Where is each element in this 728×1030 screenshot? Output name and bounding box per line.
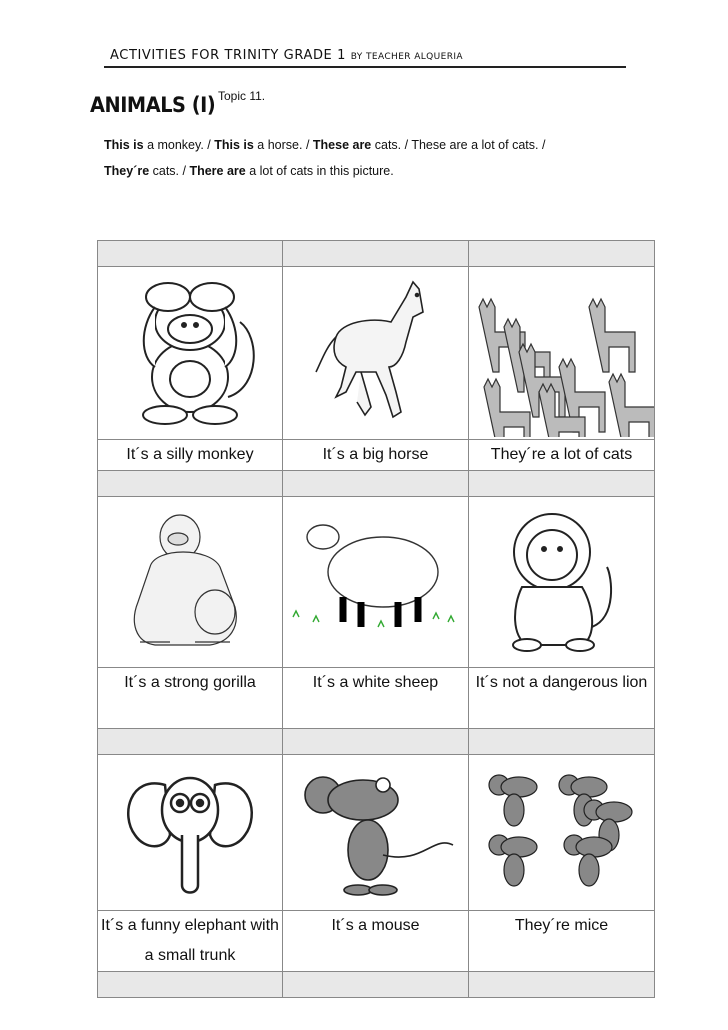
header-text bbox=[110, 48, 463, 63]
caption-monkey: It´s a silly monkey bbox=[98, 440, 283, 471]
animals-table bbox=[97, 240, 655, 998]
horse-illustration bbox=[301, 267, 451, 427]
page-title: ANIMALS (I) bbox=[90, 93, 216, 117]
cats-illustration bbox=[469, 267, 654, 437]
caption-cats: They´re a lot of cats bbox=[469, 440, 655, 471]
cats-cell bbox=[469, 267, 655, 440]
gorilla-illustration bbox=[110, 497, 270, 657]
header-author: BY TEACHER ALQUERIA bbox=[350, 52, 463, 62]
lion-illustration bbox=[482, 497, 642, 657]
caption-horse: It´s a big horse bbox=[283, 440, 469, 471]
monkey-cell bbox=[98, 267, 283, 440]
sheep-illustration bbox=[283, 497, 468, 657]
example-sentences-line2: They´re cats. / There are a lot of cats in this picture. bbox=[104, 164, 394, 178]
caption-lion: It´s not a dangerous lion bbox=[469, 668, 655, 729]
lion-cell bbox=[469, 497, 655, 668]
page-header bbox=[104, 42, 626, 68]
caption-elephant: It´s a funny elephant with a small trunk bbox=[98, 911, 283, 972]
caption-gorilla: It´s a strong gorilla bbox=[98, 668, 283, 729]
header-main-text: ACTIVITIES FOR TRINITY GRADE 1 bbox=[110, 48, 346, 63]
mice-illustration bbox=[469, 755, 654, 905]
elephant-illustration bbox=[110, 755, 270, 905]
mice-cell bbox=[469, 755, 655, 911]
topic-label: Topic 11. bbox=[218, 89, 266, 103]
elephant-cell bbox=[98, 755, 283, 911]
caption-sheep: It´s a white sheep bbox=[283, 668, 469, 729]
mouse-illustration bbox=[283, 755, 468, 905]
monkey-illustration bbox=[110, 267, 270, 427]
caption-mouse: It´s a mouse bbox=[283, 911, 469, 972]
horse-cell bbox=[283, 267, 469, 440]
caption-mice: They´re mice bbox=[469, 911, 655, 972]
example-sentences-line1: This is a monkey. / This is a horse. / These are cats. / These are a lot of cats. / bbox=[104, 138, 546, 152]
gorilla-cell bbox=[98, 497, 283, 668]
mouse-cell bbox=[283, 755, 469, 911]
sheep-cell bbox=[283, 497, 469, 668]
